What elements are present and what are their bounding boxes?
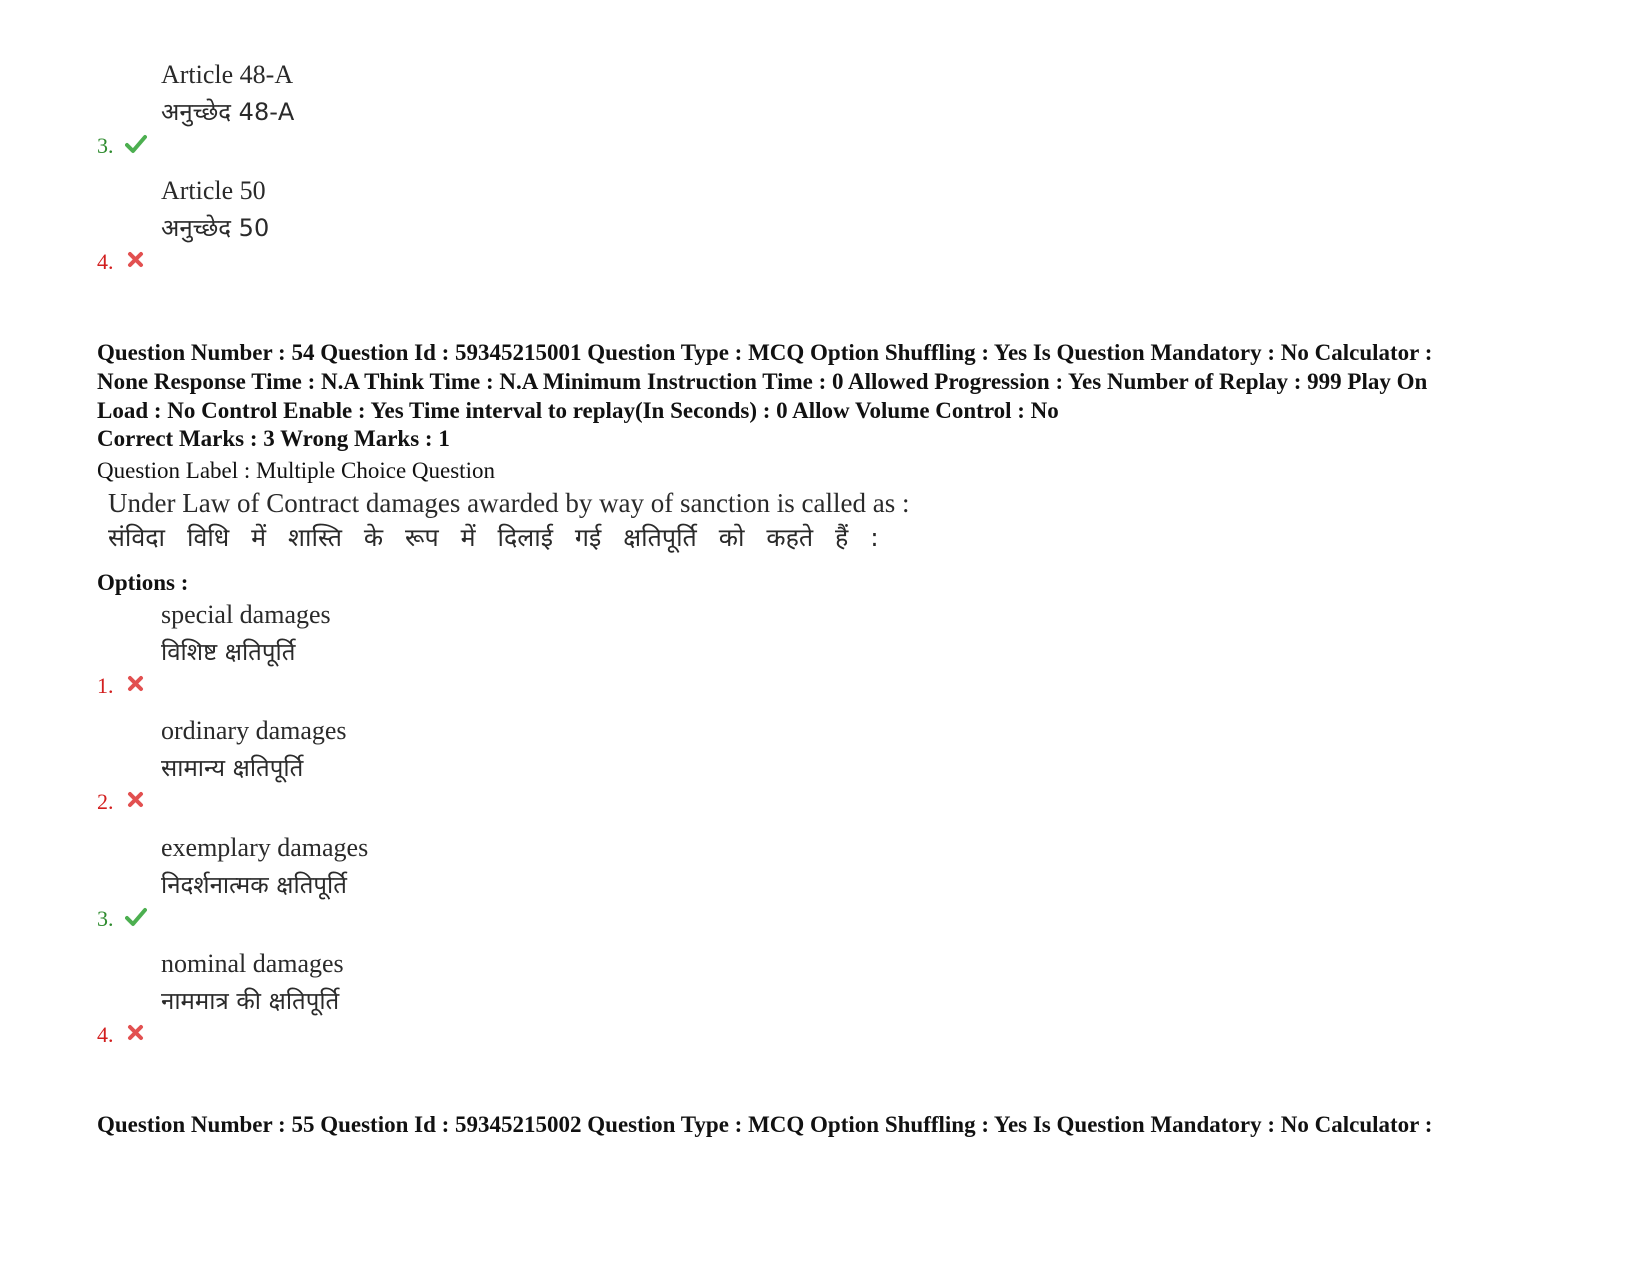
option-text-en: Article 48-A [161,60,294,89]
prev-option-4 [97,174,697,274]
option-text-hi: निदर्शनात्मक क्षतिपूर्ति [161,871,347,899]
cross-icon [125,250,147,270]
question-meta-line: Load : No Control Enable : Yes Time interval to replay(In Seconds) : 0 Allow Volume Control : No [97,398,1059,423]
question-meta [97,338,1567,425]
option-text-hi: सामान्य क्षतिपूर्ति [161,754,304,782]
cross-icon [125,1023,147,1043]
option-text-hi: अनुच्छेद 50 [161,214,270,242]
question-marks: Correct Marks : 3 Wrong Marks : 1 [97,426,450,451]
option-text-en: nominal damages [161,949,344,978]
option-4 [97,947,697,1047]
option-number: 3. [97,133,114,158]
option-number: 4. [97,249,114,274]
option-2 [97,714,697,814]
option-number: 2. [97,789,114,814]
question-meta-line: Question Number : 54 Question Id : 59345215001 Question Type : MCQ Option Shuffling : Yes Is Question Mandatory : No Calculator : [97,340,1433,365]
question-meta-line: Question Number : 55 Question Id : 59345215002 Question Type : MCQ Option Shuffling : Yes Is Question Mandatory : No Calculator : [97,1112,1433,1137]
option-text-hi: विशिष्ट क्षतिपूर्ति [161,638,296,666]
option-1 [97,598,697,698]
option-text-en: ordinary damages [161,716,347,745]
option-number: 3. [97,906,114,931]
question-text-hi: संविदा विधि में शास्ति के रूप में दिलाई गई क्षतिपूर्ति को कहते हैं : [108,523,879,552]
cross-icon [125,790,147,810]
options-heading: Options : [97,570,189,595]
option-text-en: special damages [161,600,331,629]
option-text-en: Article 50 [161,176,266,205]
question-text-en: Under Law of Contract damages awarded by way of sanction is called as : [108,488,910,518]
option-number: 1. [97,673,114,698]
option-text-en: exemplary damages [161,833,369,862]
question-text [108,486,1108,556]
option-number: 4. [97,1022,114,1047]
option-3 [97,831,697,931]
cross-icon [125,674,147,694]
check-icon [125,134,147,154]
check-icon [125,907,147,927]
option-text-hi: अनुच्छेद 48-A [161,98,295,126]
question-meta-line: None Response Time : N.A Think Time : N.A Minimum Instruction Time : 0 Allowed Progression : Yes Number of Replay : 999 Play On [97,369,1428,394]
question-label: Question Label : Multiple Choice Question [97,458,495,483]
next-question-meta [97,1110,1567,1139]
prev-option-3 [97,58,697,158]
option-text-hi: नाममात्र की क्षतिपूर्ति [161,987,340,1015]
